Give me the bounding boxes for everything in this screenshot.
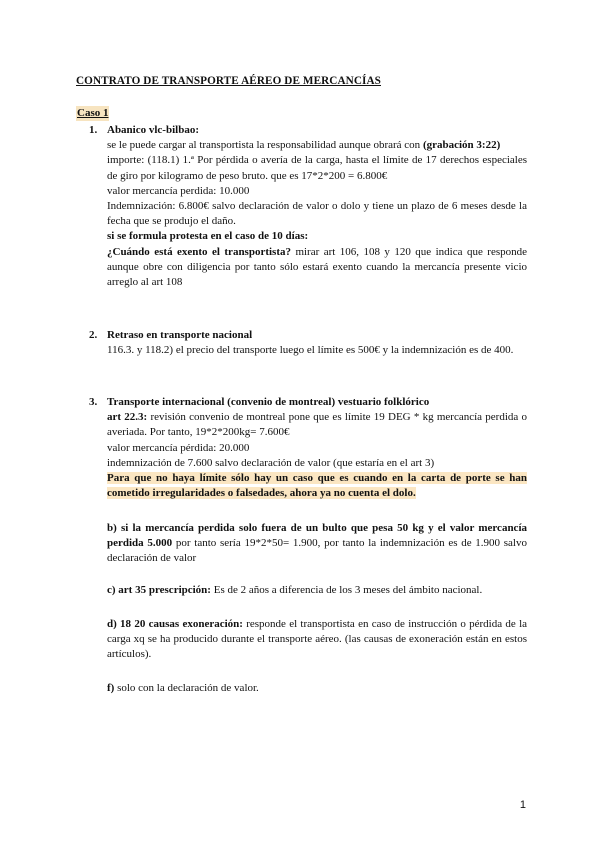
para-f <box>107 681 527 696</box>
section-1-para-6: ¿Cuándo está exento el transportista? mirar art 106, 108 y 120 que indica que responde aunque obre con diligencia por tanto sólo estará exento cuando la mercancía presente vicio arreglo al art 108 <box>107 245 527 289</box>
para-d <box>107 617 527 663</box>
case-heading: Caso 1 <box>76 106 109 121</box>
section-1-heading: Abanico vlc-bilbao: <box>107 124 199 136</box>
section-1-para-5: si se formula protesta en el caso de 10 días: <box>107 230 309 243</box>
para-f-heading: f) <box>107 682 115 694</box>
para-c <box>107 583 527 598</box>
para-d-heading: d) 18 20 causas exoneración: <box>107 618 243 630</box>
section-3-para-1: art 22.3: revisión convenio de montreal pone que es límite 19 DEG * kg mercancía perdida o averiada. Por tanto, 19*2*200kg= 7.600€ <box>107 411 528 439</box>
section-1-para-3: valor mercancía perdida: 10.000 <box>107 184 250 197</box>
document-title: CONTRATO DE TRANSPORTE AÉREO DE MERCANCÍAS <box>76 75 381 87</box>
para-f-text: solo con la declaración de valor. <box>114 682 259 694</box>
para-d-text: responde el transportista en caso de instrucción o pérdida de la carga xq se ha producido durante el transporte aéreo. (las causas de exoneración están en estos artículos). <box>107 618 528 661</box>
section-2-para-1: 116.3. y 118.2) el precio del transporte luego el límite es 500€ y la indemnización es de 400. <box>107 344 514 357</box>
section-3-heading: Transporte internacional (convenio de montreal) vestuario folklórico <box>107 396 430 408</box>
section-3 <box>89 395 527 501</box>
section-1-para-1: se le puede cargar al transportista la responsabilidad aunque obrará con (grabación 3:22) <box>107 139 501 152</box>
section-2 <box>89 328 527 358</box>
para-c-heading: c) art 35 prescripción: <box>107 584 211 596</box>
page-number: 1 <box>519 799 526 811</box>
section-1-para-2: importe: (118.1) 1.ª Por pérdida o avería de la carga, hasta el límite de 17 derechos especiales de giro por kilogramo de peso bruto. que es 17*2*200 = 6.800€ <box>107 154 527 182</box>
section-1-para-4: Indemnización: 6.800€ salvo declaración de valor o dolo y tiene un plazo de 6 meses desde la fecha que se produjo el daño. <box>107 200 527 228</box>
para-c-text: Es de 2 años a diferencia de los 3 meses del ámbito nacional. <box>210 584 483 596</box>
section-1 <box>89 123 527 290</box>
para-b-heading: b) si la mercancía perdida solo fuera de un bulto que pesa 50 kg y el valor mercancía perdida 5.000 <box>107 522 527 550</box>
section-3-para-3: indemnización de 7.600 salvo declaración de valor (que estaría en el art 3) <box>107 456 435 469</box>
para-b <box>107 521 527 567</box>
section-1-number: 1. <box>89 124 98 136</box>
section-2-heading: Retraso en transporte nacional <box>107 329 253 341</box>
section-3-para-2: valor mercancía pérdida: 20.000 <box>107 441 250 454</box>
section-2-number: 2. <box>89 329 98 341</box>
section-3-highlight-para: Para que no haya límite sólo hay un caso que es cuando en la carta de porte se han cometido irregularidades o falsedades, ahora ya no cuenta el dolo. <box>107 472 527 500</box>
section-3-number: 3. <box>89 396 98 408</box>
para-b-text: por tanto sería 19*2*50= 1.900, por tanto la indemnización es de 1.900 salvo declaración de valor <box>107 537 527 565</box>
